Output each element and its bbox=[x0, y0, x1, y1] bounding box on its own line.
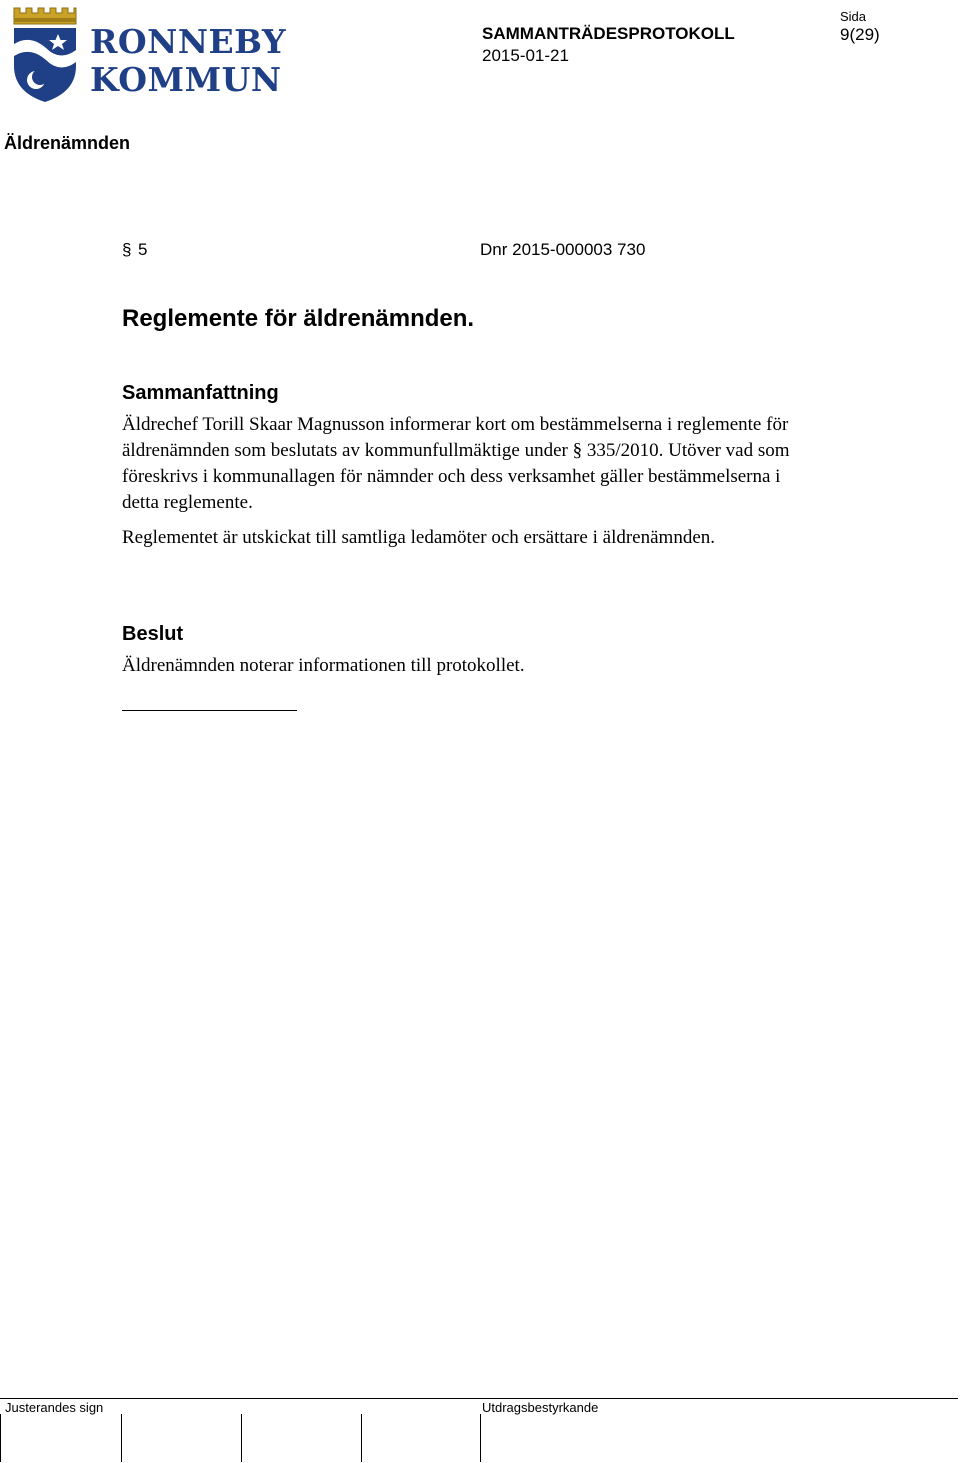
logo-text-line2: KOMMUN bbox=[90, 60, 282, 99]
signature-box-divider bbox=[0, 1414, 1, 1462]
diary-number: Dnr 2015-000003 730 bbox=[480, 240, 646, 259]
item-title: Reglemente för äldrenämnden. bbox=[122, 305, 475, 332]
signature-box-divider bbox=[480, 1414, 481, 1462]
coat-of-arms-icon bbox=[10, 4, 80, 104]
signature-box-divider bbox=[121, 1414, 122, 1462]
section-end-rule bbox=[122, 710, 297, 711]
footer-rule bbox=[0, 1398, 958, 1399]
signature-box-divider bbox=[361, 1414, 362, 1462]
logo-text-line1: RONNEBY bbox=[90, 22, 287, 61]
page-number: 9(29) bbox=[840, 25, 880, 44]
paragraph-symbol: § bbox=[122, 240, 132, 259]
document-type: SAMMANTRÄDESPROTOKOLL bbox=[482, 24, 735, 43]
summary-paragraph-2: Reglementet är utskickat till samtliga ledamöter och ersättare i äldrenämnden. bbox=[122, 527, 715, 548]
paragraph-number: 5 bbox=[138, 240, 148, 259]
extract-verification-label: Utdragsbestyrkande bbox=[482, 1400, 599, 1415]
summary-paragraph-1: Äldrechef Torill Skaar Magnusson informerar kort om bestämmelserna i reglemente för äldrenämnden som beslutats av kommunfullmäktige under § 335/2010. Utöver vad som föreskrivs i kommunallagen för nämnder och dess verksamhet gäller bestämmelserna i detta reglemente. bbox=[122, 414, 790, 513]
signature-label: Justerandes sign bbox=[5, 1400, 104, 1415]
ronneby-kommun-logo bbox=[10, 4, 287, 104]
page-label: Sida bbox=[840, 9, 867, 24]
meeting-date: 2015-01-21 bbox=[482, 46, 569, 65]
decision-text: Äldrenämnden noterar informationen till protokollet. bbox=[122, 655, 525, 676]
committee-name: Äldrenämnden bbox=[4, 133, 131, 153]
summary-heading: Sammanfattning bbox=[122, 382, 279, 404]
decision-heading: Beslut bbox=[122, 623, 184, 645]
signature-box-divider bbox=[241, 1414, 242, 1462]
